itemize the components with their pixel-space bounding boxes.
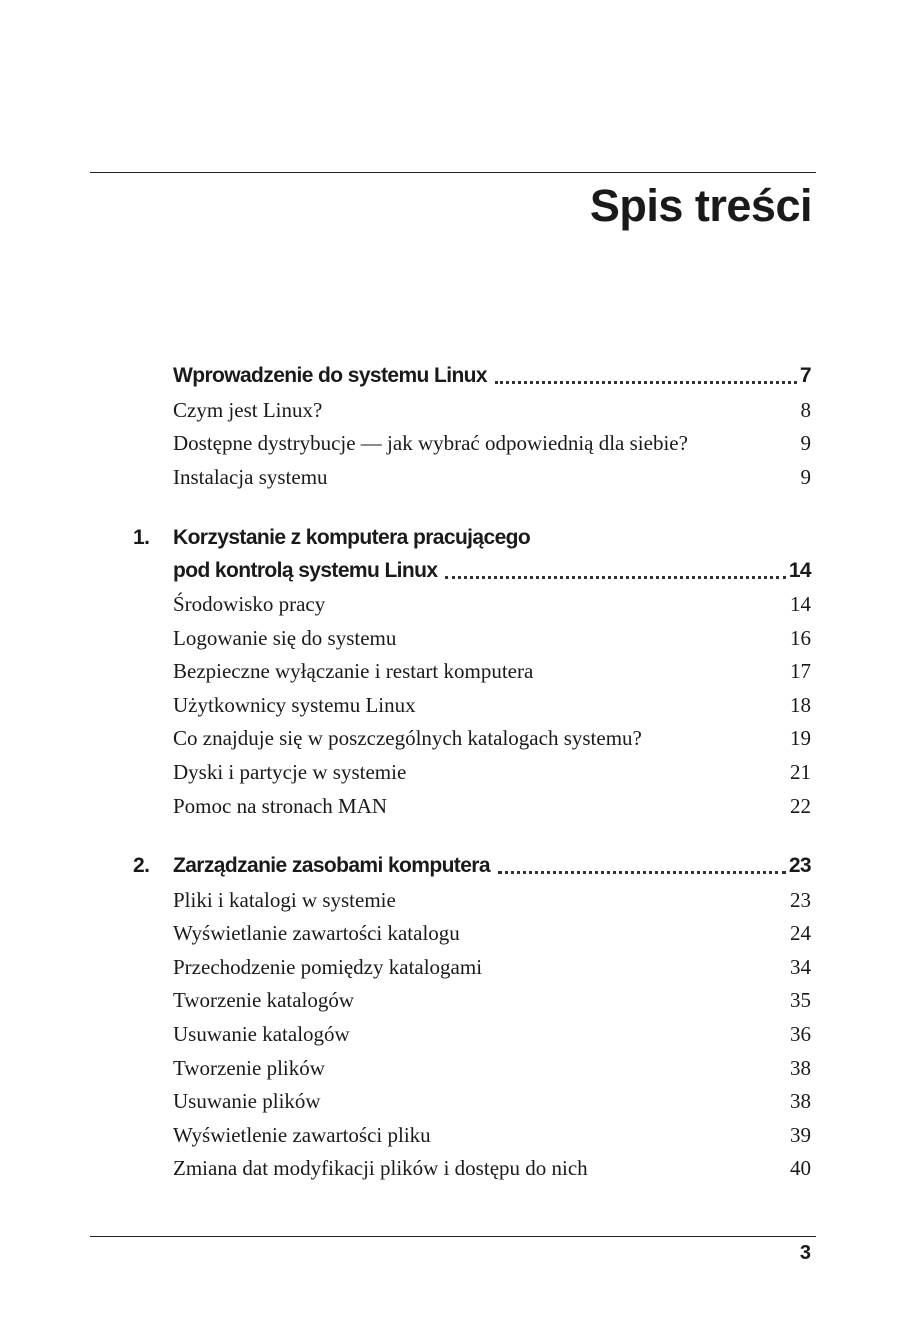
toc-entry-page: 23 bbox=[790, 887, 811, 912]
toc-entry-label: Tworzenie katalogów bbox=[173, 988, 355, 1013]
toc-entry-label: Usuwanie plików bbox=[173, 1089, 321, 1114]
toc-section-heading[interactable] bbox=[133, 854, 811, 888]
toc-entry-page: 38 bbox=[790, 1055, 811, 1080]
top-rule bbox=[90, 172, 816, 173]
toc-entry-page: 14 bbox=[790, 592, 811, 616]
toc-entry-label: Instalacja systemu bbox=[173, 464, 328, 489]
toc-entry-label: Pliki i katalogi w systemie bbox=[173, 887, 396, 912]
section-heading-text: Wprowadzenie do systemu Linux bbox=[173, 364, 487, 387]
toc-entry-page: 36 bbox=[790, 1021, 811, 1046]
toc-entry-page: 16 bbox=[790, 625, 811, 650]
toc-entry-label: Dyski i partycje w systemie bbox=[173, 760, 407, 784]
toc-entry-label: Czym jest Linux? bbox=[173, 397, 323, 422]
section-heading-text: Zarządzanie zasobami komputera bbox=[173, 854, 490, 877]
bottom-rule bbox=[90, 1236, 816, 1237]
toc-entry[interactable] bbox=[173, 659, 811, 693]
toc-entry[interactable] bbox=[173, 431, 811, 465]
toc-entry-label: Usuwanie katalogów bbox=[173, 1021, 350, 1046]
toc-section-heading[interactable] bbox=[173, 559, 811, 593]
toc-entry-label: Dostępne dystrybucje — jak wybrać odpowiednią dla siebie? bbox=[173, 431, 688, 456]
toc-entry-label: Użytkownicy systemu Linux bbox=[173, 692, 416, 717]
toc-entry[interactable] bbox=[173, 888, 811, 922]
dot-leader bbox=[498, 871, 786, 874]
section-heading-text: pod kontrolą systemu Linux bbox=[173, 558, 438, 582]
toc-entry-label: Co znajduje się w poszczególnych katalogach systemu? bbox=[173, 726, 642, 751]
toc-entry-page: 9 bbox=[800, 464, 811, 489]
dot-leader bbox=[495, 381, 797, 384]
toc-entry-label: Środowisko pracy bbox=[173, 592, 326, 616]
toc-entry-label: Bezpieczne wyłączanie i restart komputera bbox=[173, 659, 534, 684]
toc-entry[interactable] bbox=[173, 693, 811, 727]
toc-entry-page: 38 bbox=[790, 1089, 811, 1114]
toc-entry-page: 9 bbox=[800, 431, 811, 456]
toc-entry[interactable] bbox=[173, 592, 811, 626]
section-page-number: 23 bbox=[788, 854, 811, 877]
toc-entry-label: Tworzenie plików bbox=[173, 1055, 325, 1080]
dot-leader bbox=[445, 576, 785, 579]
section-page-number: 14 bbox=[788, 558, 811, 582]
toc-entry-page: 35 bbox=[790, 988, 811, 1013]
toc-entry-page: 18 bbox=[790, 692, 811, 717]
toc-entry[interactable] bbox=[173, 465, 811, 499]
section-page-number: 7 bbox=[799, 364, 811, 387]
toc-entry[interactable] bbox=[173, 1156, 811, 1190]
toc-entry-label: Zmiana dat modyfikacji plików i dostępu do nich bbox=[173, 1156, 588, 1181]
toc-entry[interactable] bbox=[173, 626, 811, 660]
toc-entry-page: 19 bbox=[790, 726, 811, 751]
toc-entry[interactable] bbox=[173, 398, 811, 432]
section-heading-text: Korzystanie z komputera pracującego bbox=[173, 526, 531, 549]
toc-entry-page: 22 bbox=[790, 793, 811, 818]
toc-entry-page: 39 bbox=[790, 1122, 811, 1147]
toc-entry-page: 21 bbox=[790, 760, 811, 784]
toc-entry[interactable] bbox=[173, 921, 811, 955]
toc-entry-page: 34 bbox=[790, 954, 811, 979]
page-number: 3 bbox=[799, 1242, 811, 1264]
toc-entry-label: Przechodzenie pomiędzy katalogami bbox=[173, 954, 483, 979]
toc-entry[interactable] bbox=[173, 1056, 811, 1090]
chapter-number: 1. bbox=[133, 526, 150, 549]
toc-entry-page: 8 bbox=[800, 397, 811, 422]
toc-entry[interactable] bbox=[173, 726, 811, 760]
toc-entry-label: Wyświetlenie zawartości pliku bbox=[173, 1122, 431, 1147]
toc-entry-label: Logowanie się do systemu bbox=[173, 625, 397, 650]
toc-section-heading[interactable] bbox=[173, 364, 811, 398]
toc-entry[interactable] bbox=[173, 1089, 811, 1123]
toc-entry[interactable] bbox=[173, 794, 811, 828]
chapter-number: 2. bbox=[133, 854, 150, 877]
toc-entry[interactable] bbox=[173, 955, 811, 989]
toc-entry[interactable] bbox=[173, 1123, 811, 1157]
toc-entry-label: Pomoc na stronach MAN bbox=[173, 793, 388, 818]
toc-entry-label: Wyświetlanie zawartości katalogu bbox=[173, 921, 460, 946]
page-title: Spis treści bbox=[589, 180, 812, 231]
toc-entry-page: 17 bbox=[790, 659, 811, 684]
toc-section-heading[interactable] bbox=[133, 526, 811, 560]
toc-entry-page: 40 bbox=[790, 1156, 811, 1181]
toc-entry-page: 24 bbox=[790, 921, 811, 946]
toc-entry[interactable] bbox=[173, 760, 811, 794]
toc-entry[interactable] bbox=[173, 988, 811, 1022]
toc-entry[interactable] bbox=[173, 1022, 811, 1056]
